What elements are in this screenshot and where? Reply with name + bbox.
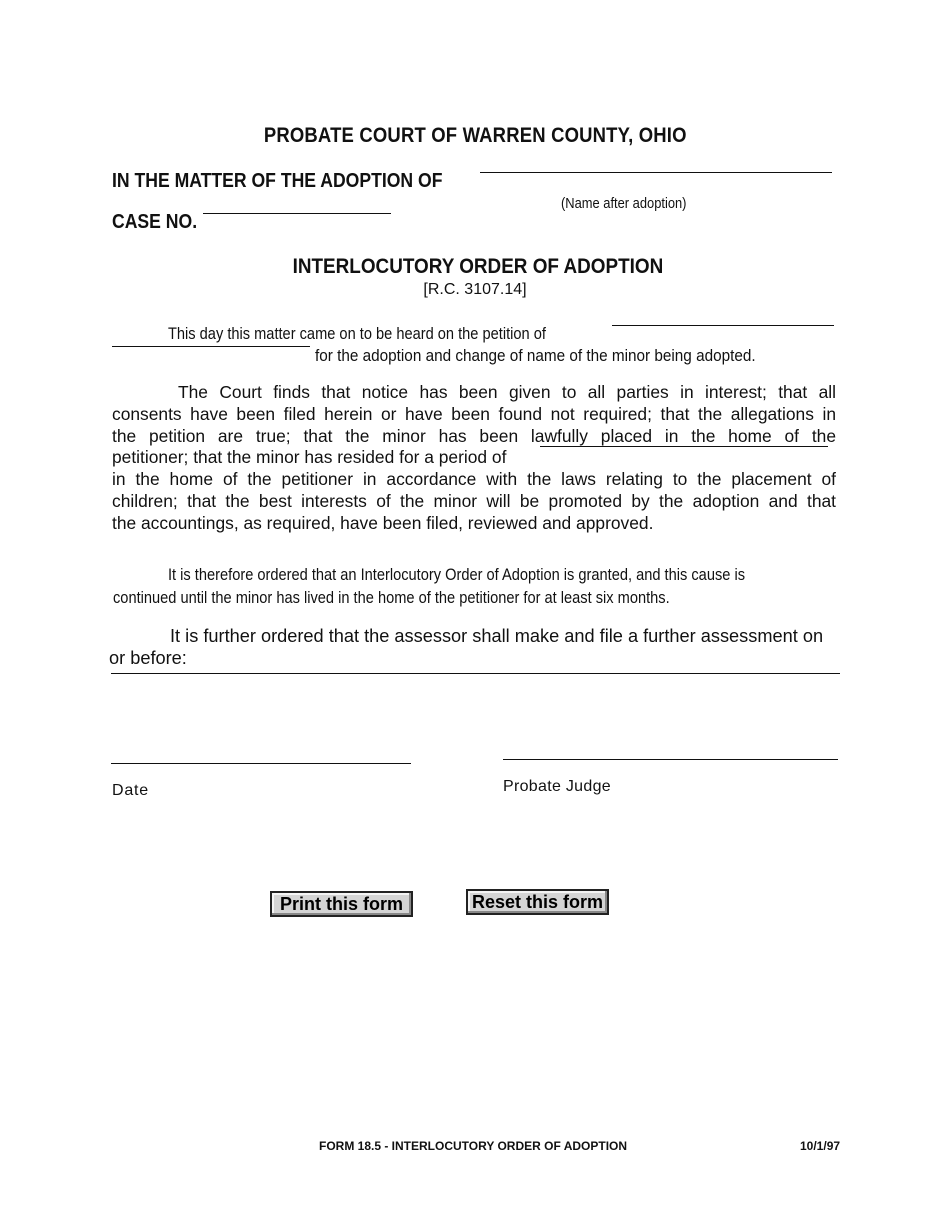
hearing-text-line-1: This day this matter came on to be heard on the petition of bbox=[168, 324, 546, 343]
matter-label: IN THE MATTER OF THE ADOPTION OF bbox=[112, 170, 443, 192]
judge-signature-line bbox=[503, 759, 838, 760]
form-name-footer: FORM 18.5 - INTERLOCUTORY ORDER OF ADOPTION bbox=[319, 1139, 628, 1153]
hearing-text-line-2: for the adoption and change of name of the minor being adopted. bbox=[315, 346, 756, 365]
date-signature-line[interactable] bbox=[111, 763, 411, 764]
date-label: Date bbox=[112, 782, 149, 799]
statute-citation: [R.C. 3107.14] bbox=[423, 281, 527, 298]
order-title: INTERLOCUTORY ORDER OF ADOPTION bbox=[292, 255, 664, 278]
assessor-text-line-2: or before: bbox=[109, 648, 187, 668]
case-number-field[interactable] bbox=[203, 213, 391, 214]
adoptee-name-field[interactable] bbox=[480, 172, 832, 173]
findings-paragraph bbox=[112, 382, 836, 535]
findings-line: The Court finds that notice has been given to all parties in interest; that all bbox=[178, 382, 836, 402]
court-title: PROBATE COURT OF WARREN COUNTY, OHIO bbox=[263, 124, 687, 147]
case-number-label: CASE NO. bbox=[112, 211, 198, 233]
petitioner-field[interactable] bbox=[612, 325, 834, 326]
findings-line: consents have been filed herein or have been found not required; that the allegations in bbox=[112, 403, 836, 424]
probate-judge-label: Probate Judge bbox=[503, 778, 611, 795]
findings-line: in the home of the petitioner in accordance with the laws relating to the placement of bbox=[112, 469, 836, 490]
petitioner-field-continued[interactable] bbox=[112, 346, 310, 347]
reset-form-button[interactable]: Reset this form bbox=[466, 889, 609, 915]
findings-line: the petition are true; that the minor has been lawfully placed in the home of the bbox=[112, 425, 836, 446]
findings-line: children; that the best interests of the minor will be promoted by the adoption and that bbox=[112, 490, 836, 511]
name-after-adoption-caption: (Name after adoption) bbox=[561, 195, 687, 212]
form-revision-date: 10/1/97 bbox=[800, 1139, 841, 1153]
residence-period-field[interactable] bbox=[540, 446, 828, 447]
granted-text-line-2: continued until the minor has lived in the home of the petitioner for at least six months. bbox=[113, 588, 670, 607]
assessment-date-field[interactable] bbox=[111, 673, 840, 674]
print-form-button[interactable]: Print this form bbox=[270, 891, 413, 917]
assessor-text-line-1: It is further ordered that the assessor shall make and file a further assessment on bbox=[170, 626, 824, 646]
findings-line: the accountings, as required, have been filed, reviewed and approved. bbox=[112, 512, 654, 533]
granted-text-line-1: It is therefore ordered that an Interlocutory Order of Adoption is granted, and this cause is bbox=[168, 565, 746, 584]
findings-line: petitioner; that the minor has resided for a period of bbox=[112, 447, 507, 468]
